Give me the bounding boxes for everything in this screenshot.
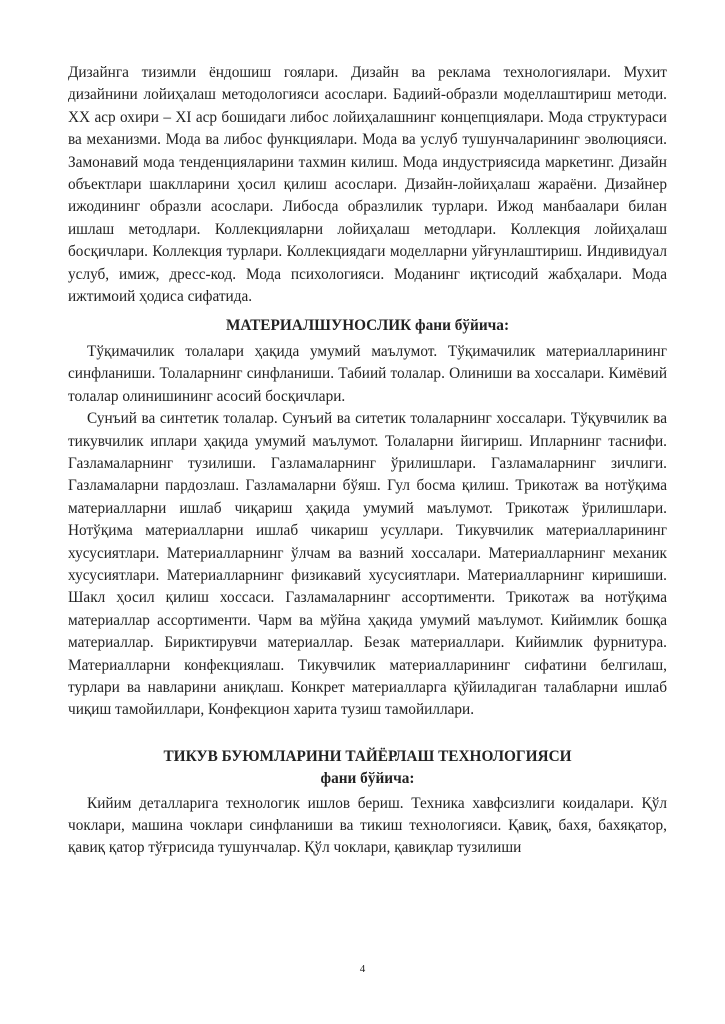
intro-paragraph: Дизайнга тизимли ёндошиш гоялари. Дизайн ва реклама технологиялари. Мухит дизайнини лойиҳалаш методологияси асослари. Бадиий-образли моделлаштириш методи. XX аср охири – XI аср бошидаги либос лойиҳалашнинг концепциялари. Мода структураси ва механизми. Мода ва либос функциялари. Мода ва услуб тушунчаларининг эволюцияси. Замонавий мода тенденцияларини тахмин килиш. Мода индустриясида маркетинг. Дизайн объектлари шаклларини ҳосил қилиш асослари. Дизайн-лойиҳалаш жараёни. Дизайнер ижодининг образли асослари. Либосда образлилик турлари. Ижод манбаалари билан ишлаш методлари. Коллекцияларни лойиҳалаш методлари. Коллекция лойиҳалаш босқичлари. Коллекция турлари. Коллекциядаги моделларни уйғунлаштириш. Индивидуал услуб, имиж, дресс-код. Мода психологияси. Моданинг иқтисодий жабҳалари. Мода ижтимоий ҳодиса сифатида.: [68, 64, 667, 306]
section-heading-sewing-technology: ТИКУВ БУЮМЛАРИНИ ТАЙЁРЛАШ ТЕХНОЛОГИЯСИ: [163, 747, 572, 765]
document-page: [68, 62, 667, 860]
section-heading-subtitle: фани бўйича:: [320, 770, 415, 788]
section-heading-materials-science: МАТЕРИАЛШУНОСЛИК фани бўйича:: [225, 317, 510, 335]
section-paragraph: Кийим деталларига технологик ишлов бериш. Техника хавфсизлиги коидалари. Қўл чоклари, машина чоклари синфланиши ва тикиш технологияси. Қавиқ, бахя, бахяқатор, қавиқ қатор тўғрисида тушунчалар. Қўл чоклари, қавиқлар тузилиши: [68, 794, 667, 857]
page-number: 4: [359, 963, 366, 975]
section-paragraph: Тўқимачилик толалари ҳақида умумий маълумот. Тўқимачилик материалларининг синфланиши. Толаларнинг синфланиши. Табиий толалар. Олиниши ва хоссалари. Кимёвий толалар олинишининг асосий босқичлари.: [68, 342, 667, 405]
section-paragraph: Сунъий ва синтетик толалар. Сунъий ва ситетик толаларнинг хоссалари. Тўқувчилик ва тикувчилик иплари ҳақида умумий маълумот. Толаларни йигириш. Ипларнинг таснифи. Газламаларнинг тузилиши. Газламаларнинг ўрилишлари. Газламаларнинг зичлиги. Газламаларни пардозлаш. Газламаларни бўяш. Гул босма қилиш. Трикотаж ва нотўқима материалларни ишлаб чиқариш ҳақида умумий маълумот. Трикотаж ўрилишлари. Нотўқима материалларни ишлаб чикариш усуллари. Тикувчилик материалларининг хусусиятлари. Материалларнинг ўлчам ва вазний хоссалари. Материалларнинг механик хусусиятлари. Материалларнинг физикавий хусусиятлари. Материалларнинг киришиши. Шакл ҳосил қилиш хоссаси. Газламаларнинг ассортименти. Трикотаж ва нотўқима материаллар ассортименти. Чарм ва мўйна ҳақида умумий маълумот. Кийимлик бошқа материаллар. Бириктирувчи материаллар. Безак материаллари. Кийимлик фурнитура. Материалларни конфекциялаш. Тикувчилик материалларининг сифатини белгилаш, турлари ва навларини аниқлаш. Конкрет материалларга қўйиладиган талабларни ишлаб чиқиш тамойиллари, Конфекцион харита тузиш тамойиллари.: [68, 410, 667, 719]
